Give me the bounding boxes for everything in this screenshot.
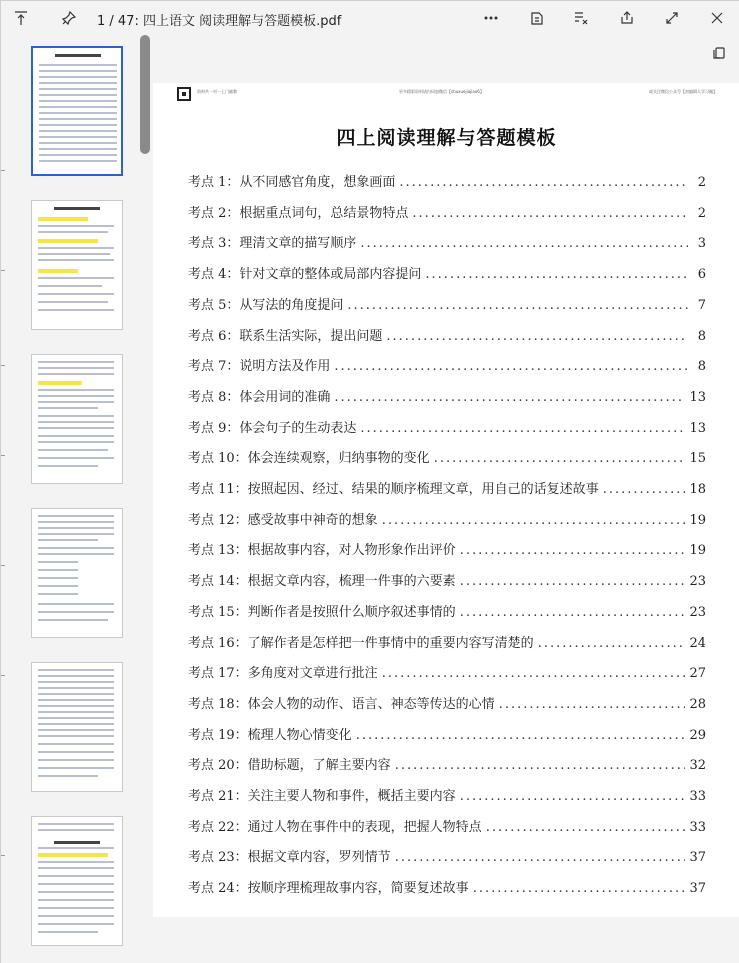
toc-entry[interactable] <box>188 601 706 621</box>
thumb-line <box>38 527 114 529</box>
page-thumbnail[interactable] <box>31 816 123 946</box>
toc-entry-label: 考点 14：根据文章内容，梳理一件事的六要素 <box>188 574 456 590</box>
thumb-line <box>38 759 114 761</box>
toc-leader-dots <box>382 666 686 681</box>
thumb-line <box>38 681 114 683</box>
expand-icon[interactable] <box>660 7 684 29</box>
edge-tick <box>1 855 5 856</box>
toc-leader-dots <box>460 574 686 589</box>
toc-leader-dots <box>334 390 685 405</box>
edge-tick <box>1 270 5 271</box>
toc-entry-label: 考点 3：理清文章的描写顺序 <box>188 236 357 252</box>
thumb-line <box>38 723 114 725</box>
page-thumbnail[interactable] <box>31 46 123 176</box>
thumb-line <box>54 841 100 844</box>
thumb-line <box>38 847 114 849</box>
toc-entry-page: 6 <box>697 267 706 283</box>
thumb-line <box>55 54 101 57</box>
thumb-line <box>38 309 114 311</box>
thumb-line <box>38 743 114 745</box>
toc-entry[interactable] <box>188 294 706 314</box>
header-right-text: 或关注微信公众号【初编辑人学习圈】 <box>649 89 717 94</box>
toc-entry[interactable] <box>188 816 706 836</box>
thumb-line <box>38 407 98 409</box>
toc-entry-page: 37 <box>689 850 706 866</box>
thumb-line <box>38 301 108 303</box>
thumb-line <box>39 112 117 114</box>
toc-entry-label: 考点 21：关注主要人物和事件，概括主要内容 <box>188 789 456 804</box>
thumb-line <box>38 277 114 279</box>
toc-entry-label: 考点 6：联系生活实际，提出问题 <box>188 328 383 344</box>
toc-entry[interactable] <box>188 263 706 283</box>
thumb-line <box>38 775 98 777</box>
toc-entry-page: 3 <box>697 236 706 252</box>
thumb-line <box>38 861 114 863</box>
toc-leader-dots <box>486 820 686 835</box>
thumb-line <box>38 421 114 423</box>
thumb-line <box>38 669 114 671</box>
toc-leader-dots <box>460 605 686 620</box>
toc-entry-page: 8 <box>697 359 706 375</box>
draw-icon[interactable] <box>569 7 593 29</box>
toc-entry-page: 29 <box>689 727 706 743</box>
thumb-line <box>38 823 114 825</box>
thumb-line <box>38 547 114 549</box>
thumb-line <box>38 569 78 571</box>
toc-entry-page: 23 <box>689 574 706 590</box>
thumb-line <box>39 94 117 96</box>
thumb-line <box>38 675 114 677</box>
thumb-line <box>38 253 110 255</box>
toc-entry[interactable] <box>188 232 706 252</box>
toc-leader-dots <box>382 513 686 528</box>
thumb-line <box>38 915 114 917</box>
thumb-line <box>38 285 102 287</box>
thumb-line <box>39 76 117 78</box>
thumb-line <box>38 611 114 613</box>
toc-entry-page: 33 <box>689 819 706 835</box>
thumb-line <box>38 367 114 369</box>
toc-entry-page: 13 <box>689 420 706 436</box>
toc-entry-label: 考点 10：体会连续观察，归纳事物的变化 <box>188 451 430 467</box>
toc-leader-dots <box>603 482 686 497</box>
thumb-highlight <box>38 217 88 221</box>
thumb-line <box>38 427 114 429</box>
thumb-line <box>38 231 108 233</box>
page-thumbnail[interactable] <box>31 354 123 484</box>
document-heading: 四上阅读理解与答题模板 <box>336 127 557 149</box>
page-header <box>177 87 717 103</box>
close-icon[interactable] <box>705 7 729 29</box>
document-view[interactable] <box>153 35 739 963</box>
toc-entry-page: 19 <box>689 543 706 559</box>
toc-entry[interactable] <box>188 539 706 559</box>
toc-leader-dots <box>347 298 688 313</box>
thumb-line <box>38 711 114 713</box>
thumb-line <box>38 415 114 417</box>
thumb-highlight <box>38 853 108 857</box>
toc-entry-page: 19 <box>689 512 706 528</box>
toc-entry-label: 考点 17：多角度对文章进行批注 <box>188 666 378 682</box>
toc-entry[interactable] <box>188 570 706 590</box>
toc-entry[interactable] <box>188 785 706 805</box>
thumb-line <box>38 931 98 933</box>
thumb-line <box>39 136 117 138</box>
toc-leader-dots <box>395 850 686 865</box>
toc-leader-dots <box>538 636 686 651</box>
toc-entry[interactable] <box>188 693 706 713</box>
toc-entry-page: 28 <box>689 696 706 712</box>
thumb-line <box>38 593 78 595</box>
thumb-line <box>39 154 117 156</box>
thumb-line <box>38 767 114 769</box>
toc-entry[interactable] <box>188 754 706 774</box>
header-center-text: 更多精彩资料请扫码加微信【shuxuejiajiao6】 <box>399 89 484 94</box>
toc-entry-label: 考点 1：从不同感官角度，想象画面 <box>188 175 396 190</box>
toc-leader-dots <box>499 697 686 712</box>
share-icon[interactable] <box>615 7 639 29</box>
toc-entry[interactable] <box>188 509 706 529</box>
toc-entry-page: 13 <box>689 389 706 405</box>
thumb-line <box>38 875 114 877</box>
thumb-line <box>38 585 78 587</box>
thumb-line <box>38 389 114 391</box>
thumb-highlight <box>38 269 78 273</box>
toc-entry-page: 8 <box>697 328 706 344</box>
fit-width-icon[interactable] <box>9 7 33 29</box>
toc-entry-label: 考点 16：了解作者是怎样把一件事情中的重要内容写清楚的 <box>188 635 534 651</box>
thumb-line <box>38 225 114 227</box>
toc-leader-dots <box>399 175 688 190</box>
thumb-line <box>38 247 114 249</box>
toc-leader-dots <box>460 543 686 558</box>
thumb-line <box>38 361 114 363</box>
thumb-line <box>38 373 114 375</box>
thumb-line <box>38 705 114 707</box>
thumb-line <box>38 729 114 731</box>
thumb-line <box>38 751 114 753</box>
thumb-line <box>54 207 100 210</box>
thumb-line <box>38 441 114 443</box>
toc-entry[interactable] <box>188 355 706 375</box>
thumb-line <box>38 539 98 541</box>
thumb-line <box>39 142 117 144</box>
toc-entry[interactable] <box>188 171 706 191</box>
toc-entry-page: 7 <box>697 297 706 313</box>
thumb-highlight <box>38 239 98 243</box>
toc-entry-label: 考点 13：根据故事内容，对人物形象作出评价 <box>188 543 456 559</box>
thumb-line <box>39 70 117 72</box>
toc-leader-dots <box>434 451 686 466</box>
thumb-line <box>38 577 78 579</box>
thumb-line <box>38 693 114 695</box>
thumb-line <box>38 923 114 925</box>
page-thumbnail[interactable] <box>31 200 123 330</box>
toc-entry-label: 考点 18：体会人物的动作、语言、神态等传达的心情 <box>188 696 495 712</box>
toc-entry[interactable] <box>188 877 706 897</box>
thumb-line <box>38 883 114 885</box>
thumb-line <box>39 64 117 66</box>
toc-entry-page: 2 <box>697 175 706 190</box>
toc-entry-label: 考点 20：借助标题，了解主要内容 <box>188 758 391 774</box>
toc-entry-label: 考点 2：根据重点词句，总结景物特点 <box>188 205 409 221</box>
thumb-line <box>39 130 117 132</box>
thumb-line <box>38 687 114 689</box>
toc-entry-label: 考点 23：根据文章内容，罗列情节 <box>188 850 391 866</box>
thumb-line <box>38 401 114 403</box>
thumb-line <box>38 603 114 605</box>
toc-entry[interactable] <box>188 325 706 345</box>
toc-entry-page: 15 <box>689 451 706 467</box>
toc-entry-label: 考点 22：通过人物在事件中的表现，把握人物特点 <box>188 819 482 835</box>
toc-entry-label: 考点 8：体会用词的准确 <box>188 389 331 405</box>
thumb-highlight <box>38 381 82 385</box>
toc-entry-page: 24 <box>689 635 706 651</box>
toc-leader-dots <box>473 881 686 896</box>
edge-tick <box>1 170 5 171</box>
thumb-line <box>38 619 108 621</box>
thumb-line <box>38 717 114 719</box>
sidebar-scrollbar[interactable] <box>140 35 150 154</box>
thumb-line <box>38 899 114 901</box>
toolbar <box>1 1 739 35</box>
thumb-line <box>39 100 117 102</box>
toc-entry-label: 考点 9：体会句子的生动表达 <box>188 420 357 436</box>
thumb-line <box>38 395 114 397</box>
toc-leader-dots <box>356 728 686 743</box>
page-thumbnail[interactable] <box>31 508 123 638</box>
toc-entry-label: 考点 5：从写法的角度提问 <box>188 297 344 313</box>
thumb-line <box>38 449 108 451</box>
thumb-line <box>38 465 98 467</box>
thumb-line <box>38 293 114 295</box>
thumb-line <box>38 521 114 523</box>
thumb-line <box>38 259 114 261</box>
toc-entry[interactable] <box>188 447 706 467</box>
toc-entry[interactable] <box>188 202 706 222</box>
file-name: 四上语文 阅读理解与答题模板.pdf <box>142 14 342 29</box>
toc-entry-label: 考点 4：针对文章的整体或局部内容提问 <box>188 267 422 283</box>
thumb-line <box>39 88 117 90</box>
thumb-line <box>38 867 114 869</box>
toc-leader-dots <box>334 359 688 374</box>
toc-entry[interactable] <box>188 846 706 866</box>
toc-entry-page: 37 <box>689 881 706 897</box>
toc-entry[interactable] <box>188 724 706 744</box>
toc-entry[interactable] <box>188 417 706 437</box>
thumb-line <box>39 118 117 120</box>
more-icon[interactable] <box>479 7 503 29</box>
thumb-line <box>39 160 117 162</box>
pin-icon[interactable] <box>57 7 81 29</box>
page-thumbnail[interactable] <box>31 662 123 792</box>
toc-leader-dots <box>360 421 685 436</box>
thumb-line <box>38 561 78 563</box>
header-left-text: 资料共一对一上门辅教 <box>197 89 237 94</box>
toc-entry[interactable] <box>188 386 706 406</box>
qr-code <box>177 87 191 101</box>
toc-entry-label: 考点 11：按照起因、经过、结果的顺序梳理文章，用自己的话复述故事 <box>188 482 599 497</box>
toc-entry-page: 33 <box>689 789 706 804</box>
copy-icon[interactable] <box>712 45 726 59</box>
toc-entry[interactable] <box>188 632 706 652</box>
thumb-line <box>39 148 117 150</box>
toc-leader-dots <box>386 329 688 344</box>
toc-entry-page: 2 <box>697 205 706 221</box>
toc-entry-label: 考点 19：梳理人物心情变化 <box>188 727 352 743</box>
thumb-line <box>38 891 114 893</box>
edge-tick <box>1 455 5 456</box>
toc-entry-page: 32 <box>689 758 706 774</box>
toc-entry-label: 考点 7：说明方法及作用 <box>188 359 331 375</box>
thumb-line <box>38 829 114 831</box>
page-indicator: 1 / 47: <box>97 14 139 29</box>
toc-leader-dots <box>425 267 688 282</box>
toc-entry-label: 考点 12：感受故事中神奇的想象 <box>188 512 378 528</box>
toc-entry[interactable] <box>188 478 706 498</box>
pdf-page <box>153 83 739 917</box>
toc-entry-page: 27 <box>689 666 706 682</box>
toc-entry-label: 考点 24：按顺序理梳理故事内容，简要复述故事 <box>188 881 469 897</box>
read-aloud-icon[interactable] <box>525 7 549 29</box>
toc-leader-dots <box>460 789 686 804</box>
thumb-line <box>38 553 114 555</box>
toc-entry-page: 23 <box>689 604 706 620</box>
toc-entry-page: 18 <box>689 482 706 497</box>
thumb-line <box>38 735 114 737</box>
thumb-line <box>38 533 114 535</box>
toc-entry-label: 考点 15：判断作者是按照什么顺序叙述事情的 <box>188 604 456 620</box>
thumb-line <box>38 699 114 701</box>
toc-leader-dots <box>395 758 686 773</box>
toc-leader-dots <box>412 206 688 221</box>
document-title <box>97 10 341 29</box>
thumb-line <box>39 82 117 84</box>
thumb-line <box>38 435 114 437</box>
thumbnail-sidebar <box>1 35 153 963</box>
thumb-line <box>39 106 117 108</box>
edge-tick <box>1 675 5 676</box>
edge-tick <box>1 565 5 566</box>
thumb-line <box>38 515 114 517</box>
thumb-line <box>39 124 117 126</box>
toc-entry[interactable] <box>188 662 706 682</box>
edge-tick <box>1 365 5 366</box>
toc-leader-dots <box>360 236 688 251</box>
thumb-line <box>38 457 114 459</box>
thumb-line <box>38 907 114 909</box>
